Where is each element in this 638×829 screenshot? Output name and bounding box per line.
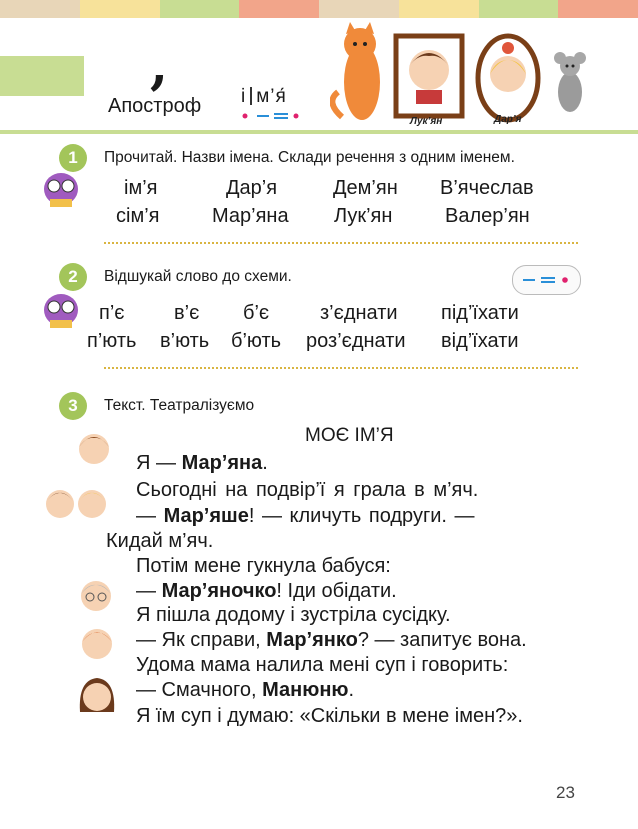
task2-instruction: Відшукай слово до схеми. <box>104 268 292 285</box>
story-line: Потім мене гукнула бабуся: <box>136 555 391 577</box>
boy-portrait-frame <box>396 36 462 116</box>
task3-instruction: Текст. Театралізуємо <box>104 397 255 414</box>
mother-face-icon <box>76 672 118 718</box>
task2-word: в’ють <box>160 330 210 352</box>
task2-word: п’ють <box>87 330 137 352</box>
task1-word: Дем’ян <box>333 177 398 199</box>
story-line: — Смачного, Манюню. <box>136 679 355 701</box>
story-line: Удома мама налила мені суп і говорить: <box>136 654 509 676</box>
neighbor-face-icon <box>76 619 118 665</box>
task2-word: від’їхати <box>441 330 519 352</box>
owl-reading-icon <box>42 288 80 330</box>
word-scheme <box>241 86 287 108</box>
task-number-3: 3 <box>59 392 87 420</box>
task2-word: роз’єднати <box>306 330 406 352</box>
task2-scheme-box <box>512 265 581 295</box>
task1-word: Дар’я <box>226 177 278 199</box>
task1-word: В’ячеслав <box>440 177 534 199</box>
owl-reading-icon <box>42 167 80 209</box>
task1-word: Лук’ян <box>334 205 393 227</box>
story-line: Кидай м’яч. <box>106 530 214 552</box>
task1-instruction: Прочитай. Назви імена. Склади речення з одним іменем. <box>104 149 515 166</box>
story-line: Сьогодні на подвір’ї я грала в м’яч. <box>136 479 479 501</box>
scheme-pattern-icon <box>521 274 573 286</box>
story-line: — Мар’яночко! Іди обідати. <box>136 580 397 602</box>
story-line: Я їм суп і думаю: «Скільки в мене імен?». <box>136 705 523 727</box>
top-color-stripe <box>0 0 638 18</box>
grandmother-face-icon <box>76 572 116 616</box>
task2-word: в’є <box>174 302 200 324</box>
story-line: Я пішла додому і зустріла сусідку. <box>136 604 451 626</box>
task-number-1: 1 <box>59 144 87 172</box>
story-line: Я — Мар’яна. <box>136 452 268 474</box>
page-title: Апостроф <box>108 95 202 117</box>
apostrophe-glyph: , <box>150 35 169 96</box>
scheme-marks-icon <box>241 110 301 122</box>
task1-word: Валер’ян <box>445 205 530 227</box>
girl-face-icon <box>74 425 114 469</box>
page-number: 23 <box>556 783 575 802</box>
task1-word: сім’я <box>116 205 160 227</box>
story-line: — Як справи, Мар’янко? — запитує вона. <box>136 629 527 651</box>
girl-portrait-frame <box>478 36 538 120</box>
story-title: МОЄ ІМ’Я <box>305 425 394 446</box>
mouse-illustration <box>554 52 586 112</box>
caption-right: Дар’я <box>494 114 522 125</box>
header-green-block <box>0 56 84 96</box>
dotted-divider <box>104 367 578 369</box>
task2-word: з’єднати <box>320 302 398 324</box>
task-number-2: 2 <box>59 263 87 291</box>
caption-left: Лук’ян <box>410 116 443 127</box>
task2-word: б’ють <box>231 330 282 352</box>
task1-word: Мар’яна <box>212 205 289 227</box>
two-girls-icon <box>40 478 112 524</box>
scheme-syllable-2: м’я́ <box>256 86 287 107</box>
task2-word: під’їхати <box>441 302 519 324</box>
task2-word: п’є <box>99 302 125 324</box>
header-divider <box>0 130 638 134</box>
header-illustration <box>330 22 595 132</box>
task1-word: ім’я <box>124 177 158 199</box>
cat-illustration <box>332 22 380 120</box>
scheme-syllable-1: і <box>241 86 247 107</box>
story-line: — Мар’яше! — кличуть подруги. — <box>136 505 475 527</box>
dotted-divider <box>104 242 578 244</box>
task2-word: б’є <box>243 302 270 324</box>
